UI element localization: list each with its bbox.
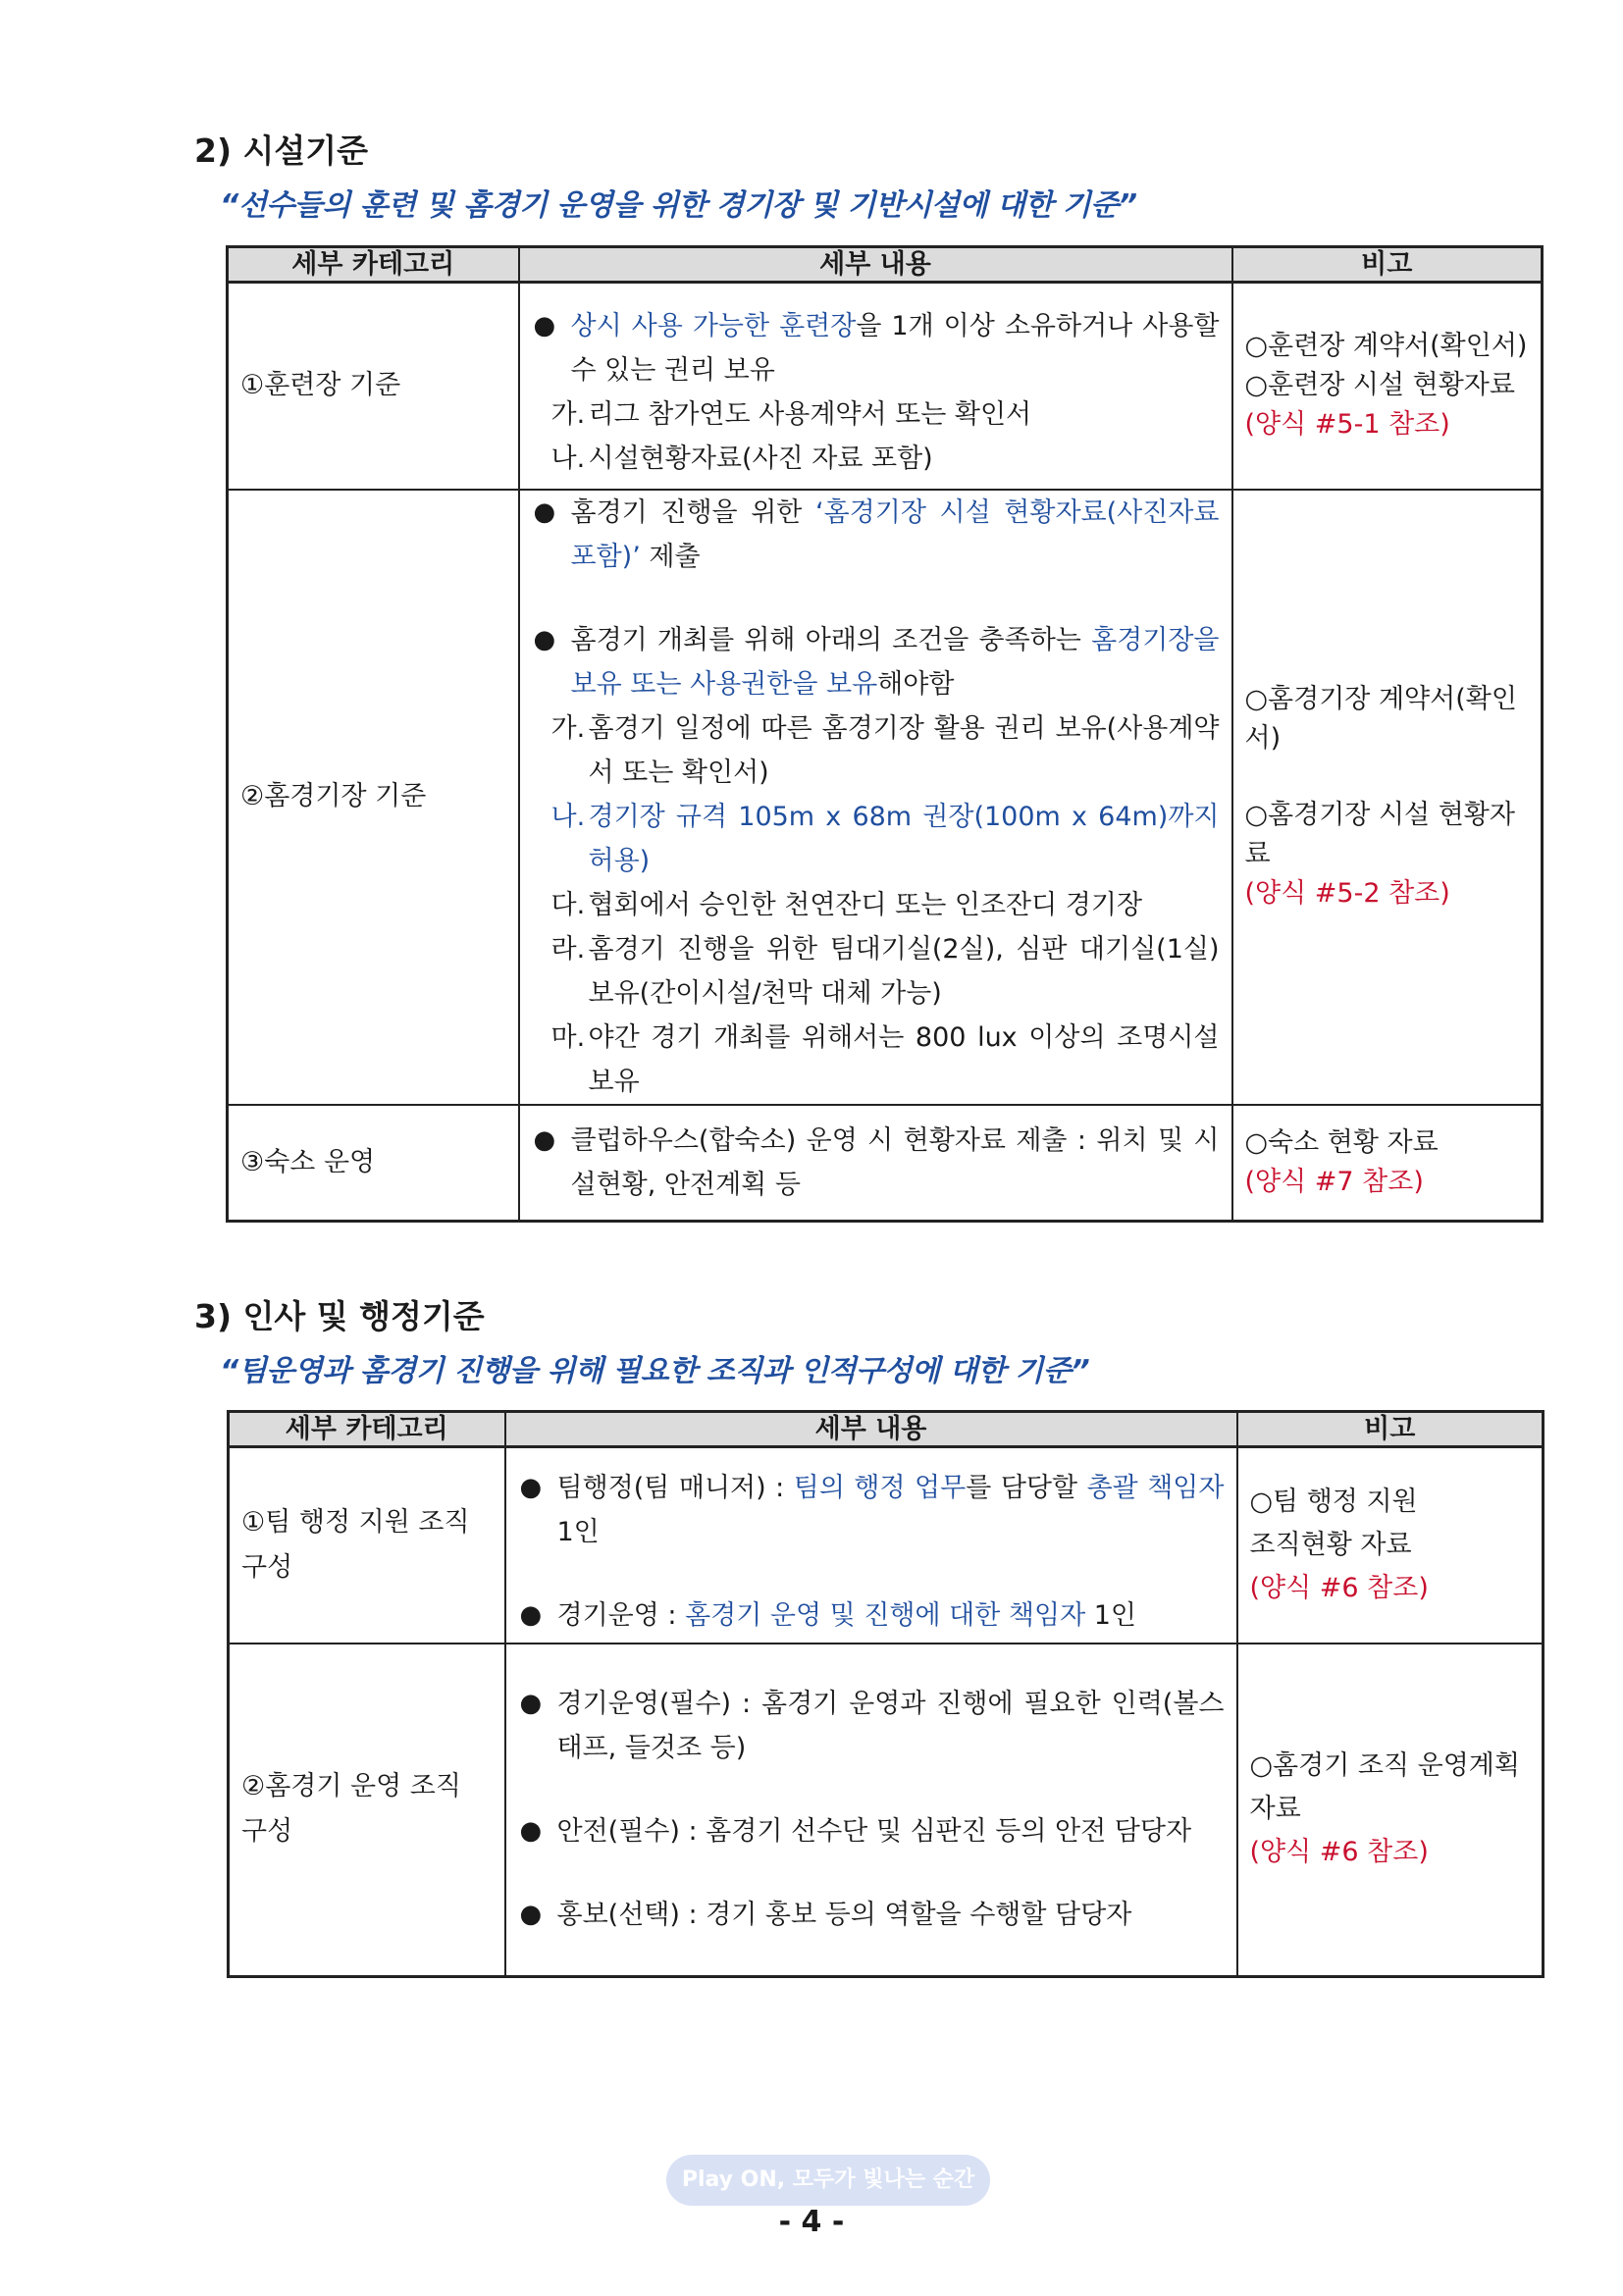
highlight-text: 홈경기장을 보유 또는 사용권한을 <box>570 624 1220 700</box>
category-training-ground: ①훈련장 기준 <box>228 283 519 490</box>
item-text: 를 담당할 <box>966 1473 1087 1504</box>
form-reference: (양식 #7 참조) <box>1244 1166 1424 1197</box>
note-line: 조직현황 자료 <box>1249 1529 1412 1560</box>
header-note: 비고 <box>1232 247 1543 283</box>
highlight-text: 총괄 책임자 <box>1086 1473 1225 1504</box>
content-cell <box>519 1105 1232 1222</box>
table-row <box>228 1105 1543 1222</box>
sub-marker: 나. <box>550 801 586 832</box>
form-reference: (양식 #6 참조) <box>1249 1572 1429 1603</box>
highlight-text: 상시 사용 가능한 훈련장 <box>570 311 857 342</box>
content-cell <box>519 283 1232 490</box>
header-category: 세부 카테고리 <box>228 247 519 283</box>
footer-slogan-badge: Play ON, 모두가 빛나는 순간 <box>666 2155 990 2206</box>
category-accommodation: ③숙소 운영 <box>228 1105 519 1222</box>
highlight-text: 홈경기 운영 및 진행에 대한 책임자 <box>685 1600 1086 1632</box>
item-text: 홈경기 진행을 위한 <box>570 496 815 528</box>
section-2-title: 2) 시설기준 <box>194 131 369 170</box>
list-item <box>518 1466 1225 1554</box>
sub-marker: 라. <box>550 933 586 965</box>
item-text: 팀행정(팀 매니저) : <box>556 1473 794 1504</box>
bullet-icon: ● <box>519 1900 543 1930</box>
note-cell <box>1232 490 1543 1105</box>
sub-item-text: 홈경기 진행을 위한 팀대기실(2실), 심판 대기실(1실) 보유(간이시설/천막 대체 가능) <box>588 933 1220 1009</box>
sub-item <box>532 795 1220 883</box>
item-text: 안전(필수) : 홈경기 선수단 및 심판진 등의 안전 담당자 <box>556 1816 1192 1848</box>
bullet-icon: ● <box>533 311 556 341</box>
note-line: ○훈련장 시설 현황자료 <box>1244 370 1515 401</box>
sub-marker: 다. <box>550 889 586 920</box>
note-cell <box>1237 1644 1544 1977</box>
header-content: 세부 내용 <box>505 1412 1237 1447</box>
note-line: ○홈경기장 계약서(확인서) <box>1244 684 1517 754</box>
section-3-subtitle: “팀운영과 홈경기 진행을 위해 필요한 조직과 인적구성에 대한 기준” <box>220 1354 1090 1388</box>
list-item <box>532 618 1220 706</box>
list-item <box>518 1593 1225 1638</box>
sub-item <box>532 392 1220 437</box>
note-line: 자료 <box>1249 1794 1301 1825</box>
table-header-row <box>229 1412 1544 1447</box>
list-item <box>532 1119 1220 1207</box>
header-content: 세부 내용 <box>519 247 1232 283</box>
sub-item-text: 경기장 규격 105m x 68m 권장(100m x 64m)까지 허용) <box>588 801 1220 876</box>
item-text: 1인 <box>556 1517 600 1548</box>
table-header-row <box>228 247 1543 283</box>
bullet-icon: ● <box>533 624 556 654</box>
section-3-title: 3) 인사 및 행정기준 <box>194 1297 485 1335</box>
note-cell <box>1237 1447 1544 1644</box>
item-text: 홍보(선택) : 경기 홍보 등의 역할을 수행할 담당자 <box>556 1900 1132 1931</box>
sub-marker: 가. <box>550 712 586 744</box>
header-category: 세부 카테고리 <box>229 1412 505 1447</box>
item-text: 경기운영 : <box>556 1600 686 1632</box>
bullet-icon: ● <box>533 496 556 527</box>
list-item <box>518 1809 1225 1853</box>
bullet-icon: ● <box>519 1600 543 1631</box>
sub-item-text: 홈경기 일정에 따른 홈경기장 활용 권리 보유(사용계약서 또는 확인서) <box>588 712 1220 788</box>
highlight-text: 팀의 행정 업무 <box>793 1473 967 1504</box>
note-line: ○홈경기 조직 운영계획 <box>1249 1750 1520 1782</box>
table-row <box>229 1447 1544 1644</box>
bullet-icon: ● <box>519 1689 543 1719</box>
item-text: 클럽하우스(합숙소) 운영 시 현황자료 제출 : 위치 및 시설현황, 안전계획 등 <box>570 1124 1220 1200</box>
facility-standards-table <box>226 245 1544 1223</box>
sub-item <box>532 883 1220 927</box>
form-reference: (양식 #5-2 참조) <box>1244 878 1450 909</box>
sub-marker: 마. <box>550 1021 586 1053</box>
note-line: ○홈경기장 시설 현황자료 <box>1244 800 1515 869</box>
table-row <box>228 490 1543 1105</box>
list-item <box>532 304 1220 392</box>
item-text: 1인 <box>1085 1600 1136 1632</box>
table-row <box>228 283 1543 490</box>
sub-item-text: 시설현황자료(사진 자료 포함) <box>588 444 933 475</box>
bullet-icon: ● <box>519 1816 543 1847</box>
item-text: 해야함 <box>877 668 955 700</box>
note-line: ○훈련장 계약서(확인서) <box>1244 331 1528 362</box>
category-home-stadium: ②홈경기장 기준 <box>228 490 519 1105</box>
sub-item-text: 야간 경기 개최를 위해서는 800 lux 이상의 조명시설 보유 <box>588 1021 1220 1097</box>
list-item <box>518 1893 1225 1937</box>
item-text: 을 1개 이상 소유하거나 사용할 수 있는 권리 보유 <box>570 311 1220 387</box>
highlight-text: ‘홈경기장 시설 현황자료(사진자료 포함)’ <box>570 496 1220 572</box>
list-item <box>518 1682 1225 1770</box>
sub-item-text: 협회에서 승인한 천연잔디 또는 인조잔디 경기장 <box>588 889 1143 920</box>
content-cell <box>505 1644 1237 1977</box>
table-row <box>229 1644 1544 1977</box>
sub-item <box>532 706 1220 795</box>
form-reference: (양식 #6 참조) <box>1249 1837 1429 1868</box>
note-line: ○숙소 현황 자료 <box>1244 1126 1439 1158</box>
sub-marker: 나. <box>550 444 586 475</box>
content-cell <box>505 1447 1237 1644</box>
sub-marker: 가. <box>550 399 586 431</box>
sub-item <box>532 927 1220 1016</box>
header-note: 비고 <box>1237 1412 1544 1447</box>
content-cell <box>519 490 1232 1105</box>
bullet-icon: ● <box>533 1124 556 1155</box>
page-number: - 4 - <box>778 2205 845 2239</box>
category-team-admin: ①팀 행정 지원 조직 구성 <box>229 1447 505 1644</box>
form-reference: (양식 #5-1 참조) <box>1244 409 1450 441</box>
note-cell <box>1232 1105 1543 1222</box>
bullet-icon: ● <box>519 1473 543 1503</box>
sub-item <box>532 437 1220 481</box>
note-cell <box>1232 283 1543 490</box>
item-text: 제출 <box>640 541 701 572</box>
item-text: 홈경기 개최를 위해 아래의 조건을 충족하는 <box>570 624 1092 655</box>
category-home-game-ops: ②홈경기 운영 조직 구성 <box>229 1644 505 1977</box>
list-item <box>532 491 1220 579</box>
section-2-subtitle: “선수들의 훈련 및 홈경기 운영을 위한 경기장 및 기반시설에 대한 기준” <box>220 188 1137 223</box>
note-line: ○팀 행정 지원 <box>1249 1486 1418 1517</box>
personnel-standards-table <box>227 1410 1544 1978</box>
sub-item <box>532 1016 1220 1104</box>
highlight-text: 보유 <box>826 668 878 700</box>
sub-item-text: 리그 참가연도 사용계약서 또는 확인서 <box>588 399 1032 431</box>
item-text: 경기운영(필수) : 홈경기 운영과 진행에 필요한 인력(볼스태프, 들것조 등) <box>556 1689 1225 1764</box>
